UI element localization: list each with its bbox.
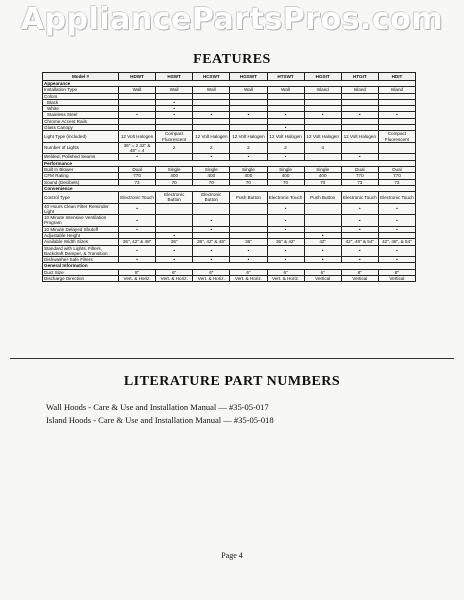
table-cell: 42" bbox=[304, 239, 341, 245]
table-cell: Electronic Button bbox=[193, 192, 230, 204]
table-cell: Island bbox=[341, 87, 378, 93]
table-cell: • bbox=[156, 245, 193, 257]
table-cell: Dual bbox=[341, 166, 378, 172]
table-cell: 4 bbox=[304, 142, 341, 154]
table-cell: • bbox=[119, 226, 156, 232]
table-cell: 8" bbox=[378, 269, 415, 275]
row-label: Chrome Accent Rails bbox=[43, 118, 119, 124]
table-cell: • bbox=[156, 112, 193, 118]
table-cell: • bbox=[341, 257, 378, 263]
table-cell: • bbox=[119, 154, 156, 160]
row-label: Dishwasher-Safe Filters bbox=[43, 257, 119, 263]
table-cell: 12 Volt Halogen bbox=[193, 131, 230, 143]
row-label: Built In Blower bbox=[43, 166, 119, 172]
table-cell: • bbox=[341, 203, 378, 215]
table-row bbox=[43, 276, 416, 282]
table-cell: • bbox=[267, 154, 304, 160]
column-header: HGSWT bbox=[230, 73, 267, 81]
table-cell bbox=[156, 215, 193, 227]
table-cell: • bbox=[119, 215, 156, 227]
table-cell: • bbox=[193, 257, 230, 263]
table-cell bbox=[304, 215, 341, 227]
table-cell: 770 bbox=[378, 173, 415, 179]
table-cell: 6" bbox=[267, 269, 304, 275]
table-cell: 8" bbox=[341, 269, 378, 275]
table-cell: Vert. & Horiz. bbox=[119, 276, 156, 282]
column-header: HTGIT bbox=[341, 73, 378, 81]
literature-line-wall: Wall Hoods - Care & Use and Installation Manual — #35-05-017 bbox=[46, 402, 269, 412]
table-cell: 73 bbox=[378, 179, 415, 185]
table-cell: Wall bbox=[156, 87, 193, 93]
table-cell: 2 bbox=[193, 142, 230, 154]
row-label: Stainless Steel bbox=[43, 112, 119, 118]
table-cell: 12 Volt Halogen bbox=[230, 131, 267, 143]
table-cell: • bbox=[378, 215, 415, 227]
table-cell: Island bbox=[304, 87, 341, 93]
table-cell: Single bbox=[267, 166, 304, 172]
table-cell: Single bbox=[304, 166, 341, 172]
table-cell: 70 bbox=[304, 179, 341, 185]
row-label: Standard with Lights, Filters, Backdraft Damper, & Transition bbox=[43, 245, 119, 257]
table-cell: • bbox=[119, 203, 156, 215]
row-label: 10 Minute Intensive Ventilation Program bbox=[43, 215, 119, 227]
section-label: Appearance bbox=[43, 81, 416, 87]
table-cell: • bbox=[378, 245, 415, 257]
table-cell: 70 bbox=[156, 179, 193, 185]
table-cell: 12 Volt Halogen bbox=[119, 131, 156, 143]
table-cell: • bbox=[119, 257, 156, 263]
table-cell: Electronic Button bbox=[156, 192, 193, 204]
table-cell: • bbox=[304, 257, 341, 263]
table-cell: • bbox=[230, 154, 267, 160]
table-cell: Wall bbox=[193, 87, 230, 93]
table-row bbox=[43, 245, 416, 257]
table-cell: Wall bbox=[267, 87, 304, 93]
table-cell: 770 bbox=[119, 173, 156, 179]
table-cell: Vert. & Horiz. bbox=[267, 276, 304, 282]
table-cell: 12 Volt Halogen bbox=[341, 131, 378, 143]
table-cell: Push Button bbox=[304, 192, 341, 204]
table-cell: Single bbox=[193, 166, 230, 172]
table-cell: 6" bbox=[193, 269, 230, 275]
table-cell: 6" bbox=[230, 269, 267, 275]
row-label: 40 Hours Clean Filter Reminder Light bbox=[43, 203, 119, 215]
table-cell: • bbox=[341, 154, 378, 160]
column-header: HDIT bbox=[378, 73, 415, 81]
table-cell: Dual bbox=[378, 166, 415, 172]
table-cell: 400 bbox=[230, 173, 267, 179]
table-cell: Electronic Touch bbox=[341, 192, 378, 204]
table-cell: • bbox=[267, 226, 304, 232]
row-label: Discharge Direction bbox=[43, 276, 119, 282]
table-cell: 42", 48" & 54" bbox=[341, 239, 378, 245]
table-cell: • bbox=[193, 215, 230, 227]
table-cell: 400 bbox=[193, 173, 230, 179]
table-row bbox=[43, 215, 416, 227]
table-cell: • bbox=[156, 257, 193, 263]
row-label: Sound (Decibels) bbox=[43, 179, 119, 185]
table-cell: • bbox=[378, 226, 415, 232]
table-cell: • bbox=[341, 112, 378, 118]
column-header: HGSIT bbox=[304, 73, 341, 81]
row-label: Available Width Sizes bbox=[43, 239, 119, 245]
row-label: Duct Size bbox=[43, 269, 119, 275]
table-cell: 42", 48", & 54" bbox=[378, 239, 415, 245]
table-cell: • bbox=[341, 215, 378, 227]
table-cell: • bbox=[230, 245, 267, 257]
table-cell: 73 bbox=[341, 179, 378, 185]
table-cell: 36" bbox=[230, 239, 267, 245]
table-cell: 12 Volt Halogen bbox=[267, 131, 304, 143]
table-cell: Electronic Touch bbox=[267, 192, 304, 204]
table-cell: • bbox=[378, 203, 415, 215]
table-cell: 36", 42" & 48" bbox=[193, 239, 230, 245]
row-label: Number of Lights bbox=[43, 142, 119, 154]
section-label: Convenience bbox=[43, 185, 416, 191]
features-heading: FEATURES bbox=[193, 52, 271, 67]
table-cell: Compact Fluorescent bbox=[378, 131, 415, 143]
features-table bbox=[42, 72, 416, 282]
column-header-model: Model # bbox=[43, 73, 119, 81]
table-cell: 8" bbox=[119, 269, 156, 275]
table-cell: 400 bbox=[156, 173, 193, 179]
table-cell: • bbox=[267, 203, 304, 215]
row-label: Glass Canopy bbox=[43, 124, 119, 130]
table-cell bbox=[341, 142, 378, 154]
table-cell: Vert. & Horiz. bbox=[230, 276, 267, 282]
table-row bbox=[43, 203, 416, 215]
table-cell: • bbox=[267, 112, 304, 118]
table-cell: 70 bbox=[193, 179, 230, 185]
table-cell: • bbox=[267, 257, 304, 263]
literature-heading: LITERATURE PART NUMBERS bbox=[123, 374, 341, 389]
section-label: General Information bbox=[43, 263, 416, 269]
table-cell: Push Button bbox=[230, 192, 267, 204]
table-cell: • bbox=[193, 245, 230, 257]
table-cell: 36" & 42" bbox=[267, 239, 304, 245]
table-cell: • bbox=[193, 154, 230, 160]
row-label: Adjustable Height bbox=[43, 233, 119, 239]
table-row bbox=[43, 142, 416, 154]
table-cell bbox=[156, 203, 193, 215]
table-cell bbox=[193, 203, 230, 215]
table-cell: 70 bbox=[230, 179, 267, 185]
table-cell: • bbox=[341, 245, 378, 257]
table-cell: Vertical bbox=[378, 276, 415, 282]
table-cell: 36" bbox=[156, 239, 193, 245]
table-cell: • bbox=[119, 245, 156, 257]
table-cell: • bbox=[304, 112, 341, 118]
table-cell: • bbox=[230, 257, 267, 263]
table-row bbox=[43, 131, 416, 143]
table-cell: Single bbox=[230, 166, 267, 172]
row-label: CFM Rating bbox=[43, 173, 119, 179]
row-label: Welded, Polished Seams bbox=[43, 154, 119, 160]
row-label: Black bbox=[43, 99, 119, 105]
table-cell: • bbox=[193, 226, 230, 232]
page-number: Page 4 bbox=[221, 551, 243, 560]
table-cell: • bbox=[267, 124, 304, 130]
table-cell: • bbox=[341, 226, 378, 232]
table-cell: 12 Volt Halogen bbox=[304, 131, 341, 143]
table-cell: 400 bbox=[267, 173, 304, 179]
table-cell: 6" bbox=[304, 269, 341, 275]
table-cell: 6" bbox=[156, 269, 193, 275]
table-cell: Island bbox=[378, 87, 415, 93]
column-header: HDWT bbox=[119, 73, 156, 81]
row-label: Control Type bbox=[43, 192, 119, 204]
literature-line-island: Island Hoods - Care & Use and Installation Manual — #35-05-018 bbox=[46, 415, 274, 425]
table-cell: 2 bbox=[267, 142, 304, 154]
table-cell: Electronic Touch bbox=[119, 192, 156, 204]
table-header-row bbox=[43, 73, 416, 81]
table-cell: 770 bbox=[341, 173, 378, 179]
table-cell: Vert. & Horiz. bbox=[193, 276, 230, 282]
table-cell: Single bbox=[156, 166, 193, 172]
table-cell: • bbox=[378, 112, 415, 118]
table-cell: • bbox=[230, 112, 267, 118]
table-cell: 400 bbox=[304, 173, 341, 179]
row-label: Light Type (included) bbox=[43, 131, 119, 143]
table-cell: • bbox=[267, 215, 304, 227]
table-cell: • bbox=[267, 245, 304, 257]
row-label: Installation Type bbox=[43, 87, 119, 93]
table-cell: 70 bbox=[267, 179, 304, 185]
table-cell: Dual bbox=[119, 166, 156, 172]
table-row bbox=[43, 192, 416, 204]
section-label: Performance bbox=[43, 160, 416, 166]
table-cell: 73 bbox=[119, 179, 156, 185]
table-cell: • bbox=[156, 99, 193, 105]
column-header: HSWT bbox=[156, 73, 193, 81]
column-header: HCSWT bbox=[193, 73, 230, 81]
table-cell: 2 bbox=[156, 142, 193, 154]
table-cell: • bbox=[304, 233, 341, 239]
table-cell: 36" = 2 42" & 48" = 4 bbox=[119, 142, 156, 154]
table-cell: • bbox=[156, 106, 193, 112]
table-cell: • bbox=[378, 257, 415, 263]
table-cell: • bbox=[156, 233, 193, 239]
section-divider bbox=[10, 358, 454, 359]
table-cell: Compact Fluorescent bbox=[156, 131, 193, 143]
watermark-logo: AppliancePartsPros.com bbox=[20, 2, 444, 37]
table-cell: Wall bbox=[230, 87, 267, 93]
row-label: White bbox=[43, 106, 119, 112]
table-cell bbox=[230, 203, 267, 215]
table-cell: 2 bbox=[230, 142, 267, 154]
table-cell bbox=[378, 142, 415, 154]
table-cell: Wall bbox=[119, 87, 156, 93]
table-cell: • bbox=[119, 112, 156, 118]
table-cell: Vertical bbox=[304, 276, 341, 282]
table-cell: • bbox=[193, 112, 230, 118]
row-label: Colors bbox=[43, 93, 119, 99]
table-cell bbox=[304, 203, 341, 215]
row-label: 10 Minute Delayed Shutoff bbox=[43, 226, 119, 232]
table-cell: Electronic Touch bbox=[378, 192, 415, 204]
table-cell: 36", 42" & 48" bbox=[119, 239, 156, 245]
table-cell bbox=[230, 215, 267, 227]
column-header: HTSWT bbox=[267, 73, 304, 81]
table-cell: • bbox=[304, 245, 341, 257]
table-cell: Vertical bbox=[341, 276, 378, 282]
table-cell: Vert. & Horiz. bbox=[156, 276, 193, 282]
